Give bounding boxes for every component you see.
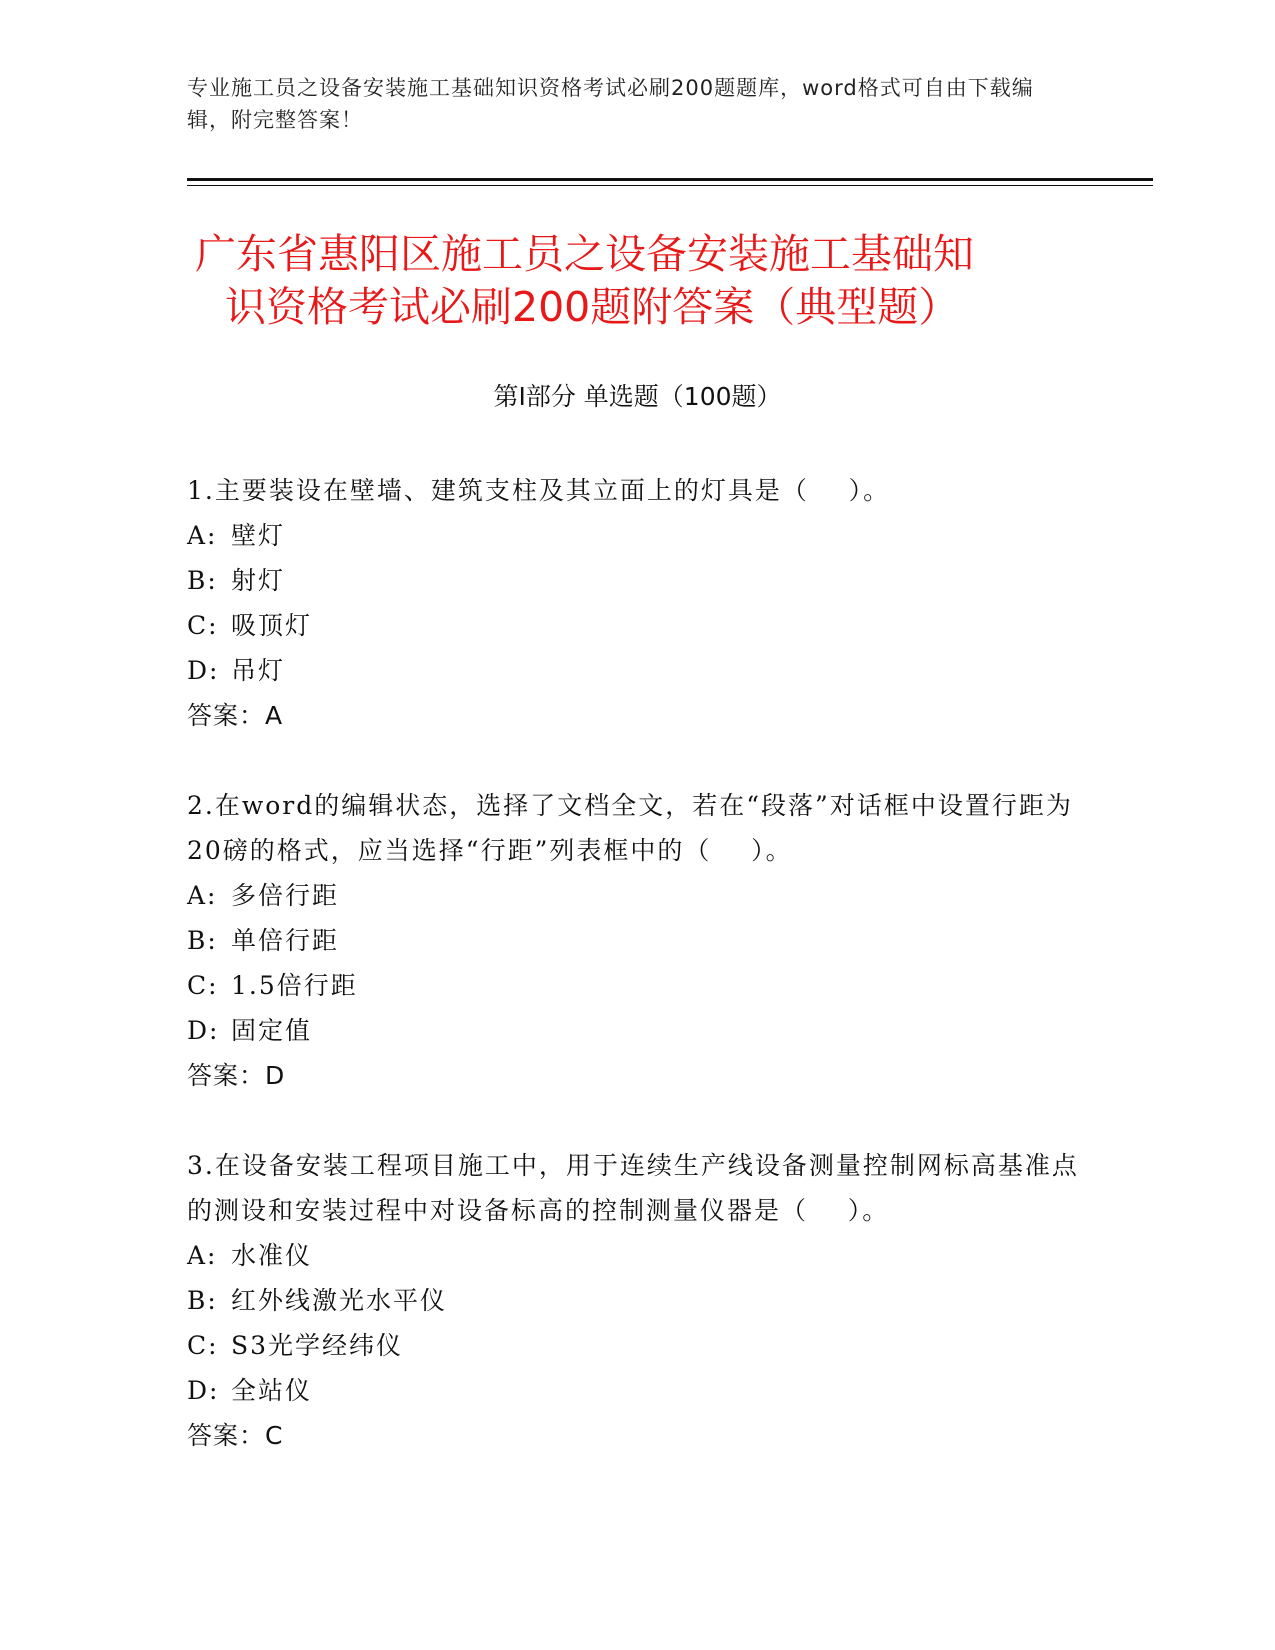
option-letter: C: bbox=[187, 611, 219, 640]
option-text: 1.5倍行距 bbox=[231, 971, 358, 1000]
option-text: 多倍行距 bbox=[231, 881, 340, 910]
option-text: 单倍行距 bbox=[231, 926, 340, 955]
option-a bbox=[187, 1233, 1087, 1278]
option-d bbox=[187, 1008, 1087, 1053]
question-stem: 3.在设备安装工程项目施工中，用于连续生产线设备测量控制网标高基准点的测设和安装过程中对设备标高的控制测量仪器是（ ）。 bbox=[187, 1151, 1079, 1225]
option-letter: D: bbox=[187, 1016, 220, 1045]
option-text: 全站仪 bbox=[231, 1376, 313, 1405]
answer-line: 答案：C bbox=[187, 1421, 284, 1450]
answer-line: 答案：A bbox=[187, 701, 284, 730]
question-stem: 1.主要装设在壁墙、建筑支柱及其立面上的灯具是（ ）。 bbox=[187, 476, 891, 505]
option-b bbox=[187, 1278, 1087, 1323]
answer-line: 答案：D bbox=[187, 1061, 286, 1090]
option-b bbox=[187, 918, 1087, 963]
document-title bbox=[195, 228, 1085, 334]
header-divider-thin bbox=[187, 185, 1153, 186]
option-text: 吊灯 bbox=[231, 656, 286, 685]
option-letter: B: bbox=[187, 926, 218, 955]
document-title-line-1: 广东省惠阳区施工员之设备安装施工基础知 bbox=[195, 230, 974, 278]
option-text: S3光学经纬仪 bbox=[231, 1331, 404, 1360]
option-letter: A: bbox=[187, 881, 218, 910]
question-1 bbox=[187, 468, 1087, 738]
option-text: 水准仪 bbox=[231, 1241, 313, 1270]
option-text: 固定值 bbox=[231, 1016, 313, 1045]
option-letter: B: bbox=[187, 566, 218, 595]
option-text: 红外线激光水平仪 bbox=[231, 1286, 448, 1315]
question-2 bbox=[187, 783, 1087, 1098]
option-a bbox=[187, 873, 1087, 918]
header-note: 专业施工员之设备安装施工基础知识资格考试必刷200题题库，word格式可自由下载编辑，附完整答案！ bbox=[187, 76, 1034, 132]
option-letter: C: bbox=[187, 1331, 219, 1360]
option-letter: A: bbox=[187, 1241, 218, 1270]
option-c bbox=[187, 963, 1087, 1008]
option-letter: C: bbox=[187, 971, 219, 1000]
option-text: 射灯 bbox=[231, 566, 286, 595]
option-c bbox=[187, 1323, 1087, 1368]
option-text: 吸顶灯 bbox=[231, 611, 313, 640]
option-b bbox=[187, 558, 1087, 603]
option-c bbox=[187, 603, 1087, 648]
option-text: 壁灯 bbox=[231, 521, 286, 550]
option-letter: D: bbox=[187, 1376, 220, 1405]
question-3 bbox=[187, 1143, 1087, 1458]
option-d bbox=[187, 1368, 1087, 1413]
option-d bbox=[187, 648, 1087, 693]
option-letter: B: bbox=[187, 1286, 218, 1315]
header-divider-thick bbox=[187, 178, 1153, 181]
document-title-line-2: 识资格考试必刷200题附答案（典型题） bbox=[225, 283, 960, 331]
option-letter: A: bbox=[187, 521, 218, 550]
option-letter: D: bbox=[187, 656, 220, 685]
option-a bbox=[187, 513, 1087, 558]
question-stem: 2.在word的编辑状态，选择了文档全文，若在“段落”对话框中设置行距为20磅的格式，应当选择“行距”列表框中的（ ）。 bbox=[187, 791, 1073, 865]
section-heading: 第Ⅰ部分 单选题（100题） bbox=[493, 382, 782, 411]
